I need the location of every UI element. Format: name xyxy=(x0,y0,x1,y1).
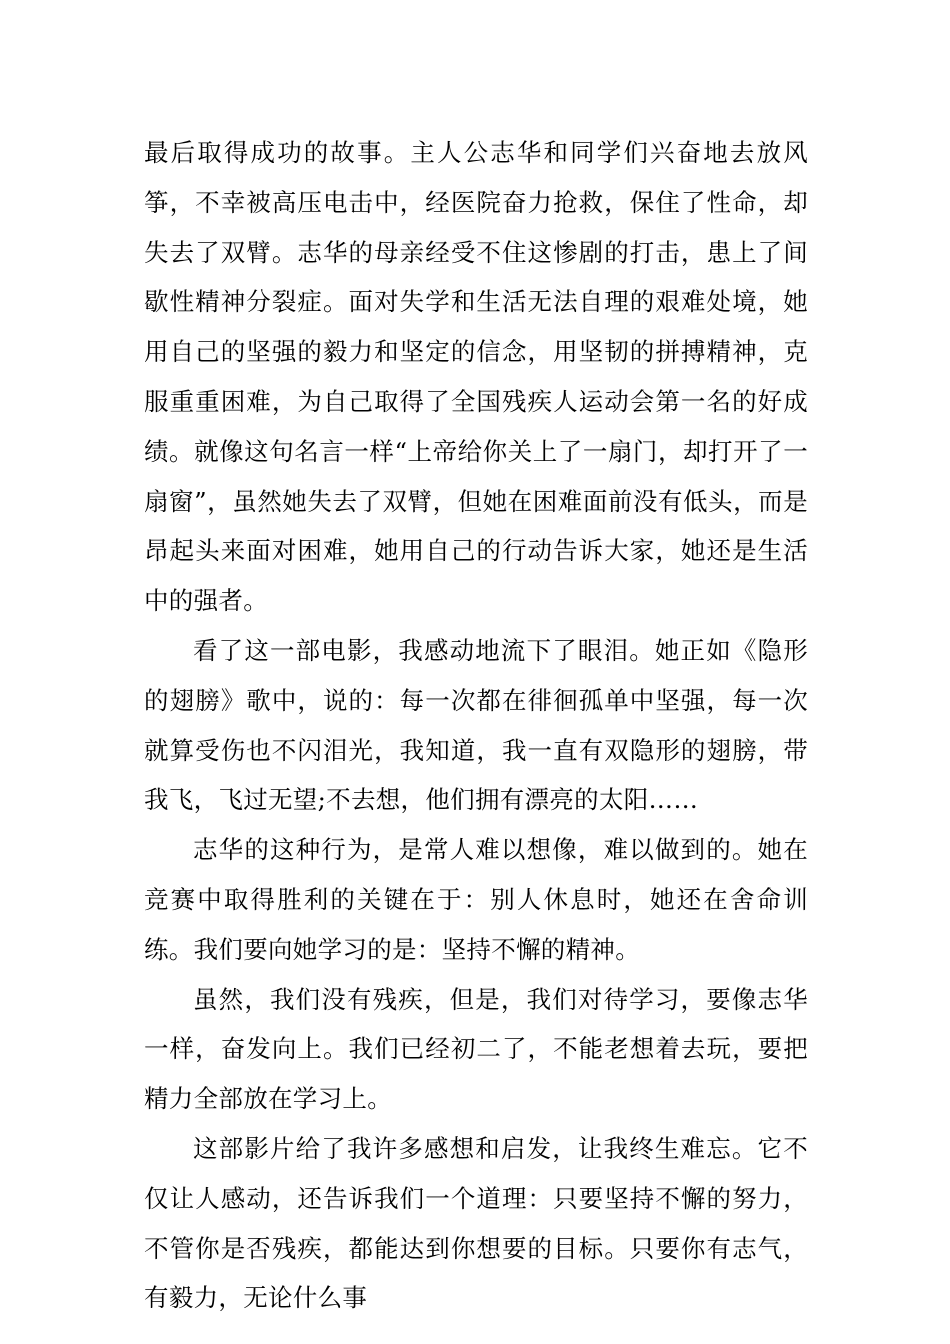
paragraph: 看了这一部电影，我感动地流下了眼泪。她正如《隐形的翅膀》歌中，说的：每一次都在徘徊孤单中坚强，每一次就算受伤也不闪泪光，我知道，我一直有双隐形的翅膀，带我飞，飞过无望;不去想，他们拥有漂亮的太阳…… xyxy=(144,635,808,815)
paragraph: 虽然，我们没有残疾，但是，我们对待学习，要像志华一样，奋发向上。我们已经初二了，不能老想着去玩，要把精力全部放在学习上。 xyxy=(144,984,808,1114)
document-body xyxy=(144,128,808,1323)
paragraph: 这部影片给了我许多感想和启发，让我终生难忘。它不仅让人感动，还告诉我们一个道理：只要坚持不懈的努力，不管你是否残疾，都能达到你想要的目标。只要你有志气，有毅力，无论什么事 xyxy=(144,1133,808,1313)
paragraph: 最后取得成功的故事。主人公志华和同学们兴奋地去放风筝，不幸被高压电击中，经医院奋力抢救，保住了性命，却失去了双臂。志华的母亲经受不住这惨剧的打击，患上了间歇性精神分裂症。面对失学和生活无法自理的艰难处境，她用自己的坚强的毅力和坚定的信念，用坚韧的拼搏精神，克服重重困难，为自己取得了全国残疾人运动会第一名的好成绩。就像这句名言一样“上帝给你关上了一扇门，却打开了一扇窗”，虽然她失去了双臂，但她在困难面前没有低头，而是昂起头来面对困难，她用自己的行动告诉大家，她还是生活中的强者。 xyxy=(144,138,808,616)
paragraph: 志华的这种行为，是常人难以想像，难以做到的。她在竞赛中取得胜利的关键在于：别人休息时，她还在舍命训练。我们要向她学习的是：坚持不懈的精神。 xyxy=(144,835,808,964)
